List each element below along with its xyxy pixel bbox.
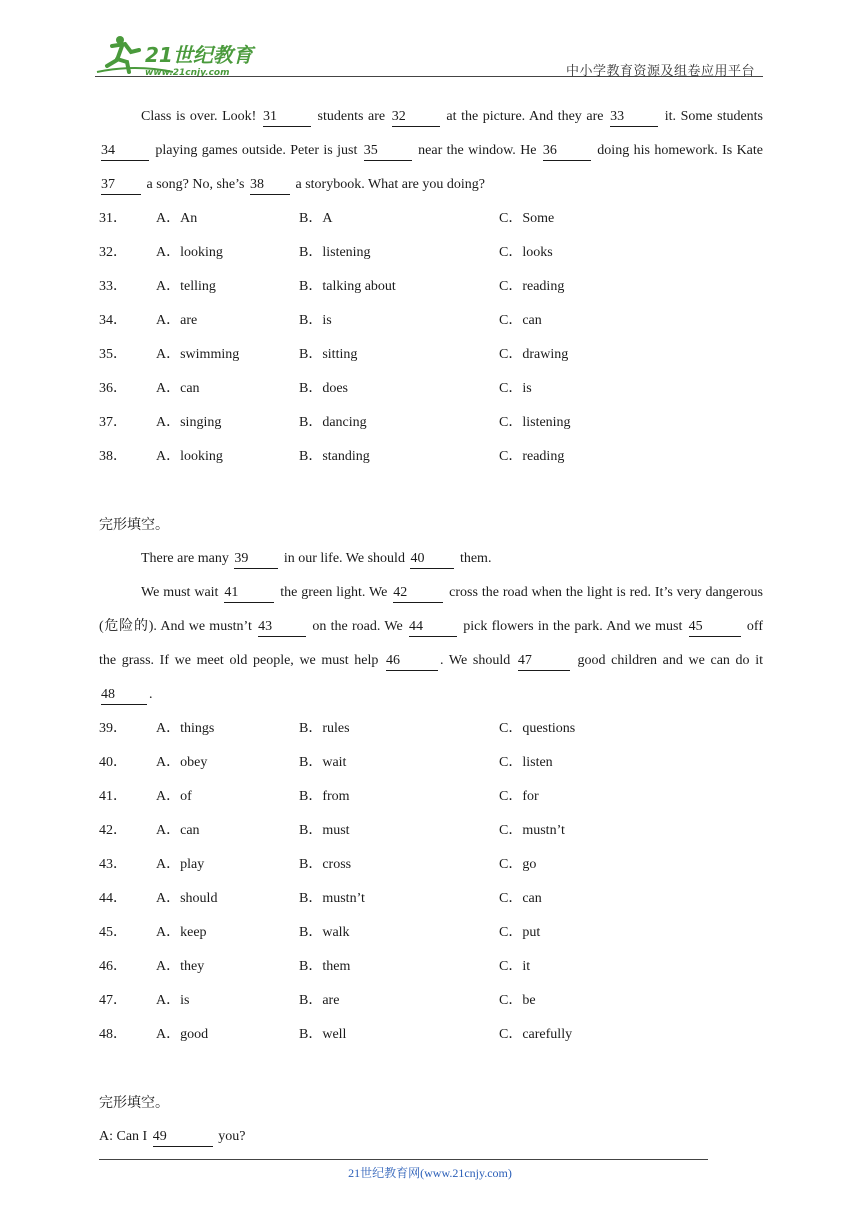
question-row xyxy=(99,746,763,780)
dialogue-3 xyxy=(99,1120,763,1154)
question-row xyxy=(99,916,763,950)
question-number: 46． xyxy=(99,959,127,974)
option-a[interactable]: A．singing xyxy=(156,415,222,430)
option-b[interactable]: B．rules xyxy=(299,721,350,736)
site-logo xyxy=(95,32,265,78)
question-row xyxy=(99,236,763,270)
option-b[interactable]: B．well xyxy=(299,1027,347,1042)
question-row xyxy=(99,338,763,372)
option-c[interactable]: C．go xyxy=(499,857,537,872)
question-number: 38． xyxy=(99,449,127,464)
page-footer: 21世纪教育网(www.21cnjy.com) xyxy=(348,1166,512,1180)
passage-1 xyxy=(99,100,763,202)
question-row xyxy=(99,406,763,440)
option-a[interactable]: A．looking xyxy=(156,245,223,260)
section-title: 完形填空。 xyxy=(99,1095,169,1111)
question-number: 43． xyxy=(99,857,127,872)
header-divider xyxy=(95,76,763,77)
passage-text: There are many xyxy=(141,551,233,566)
option-b[interactable]: B．sitting xyxy=(299,347,358,362)
question-row xyxy=(99,440,763,474)
blank-35: 35 xyxy=(364,142,412,161)
question-row xyxy=(99,984,763,1018)
question-number: 47． xyxy=(99,993,127,1008)
option-a[interactable]: A．can xyxy=(156,381,200,396)
question-list-1 xyxy=(99,202,763,474)
header-slogan: 中小学教育资源及组卷应用平台 xyxy=(565,64,755,79)
option-a[interactable]: A．are xyxy=(156,313,198,328)
passage-text: at the picture. And they are xyxy=(441,109,609,124)
passage-text: near the window. He xyxy=(413,143,541,158)
option-a[interactable]: A．looking xyxy=(156,449,223,464)
option-c[interactable]: C．be xyxy=(499,993,536,1008)
passage-text: a song? No, she’s xyxy=(143,177,248,192)
passage-text: . We should xyxy=(440,653,516,668)
option-a[interactable]: A．they xyxy=(156,959,205,974)
blank-40: 40 xyxy=(410,550,454,569)
blank-38: 38 xyxy=(250,176,290,195)
question-number: 42． xyxy=(99,823,127,838)
option-c[interactable]: C．it xyxy=(499,959,531,974)
blank-42: 42 xyxy=(393,584,443,603)
question-row xyxy=(99,950,763,984)
logo-url: www.21cnjy.com xyxy=(145,68,230,78)
passage-paragraph xyxy=(99,1120,763,1154)
option-a[interactable]: A．is xyxy=(156,993,190,1008)
question-row xyxy=(99,1018,763,1052)
passage-text: Class is over. Look! xyxy=(141,109,261,124)
question-number: 41． xyxy=(99,789,127,804)
option-b[interactable]: B．them xyxy=(299,959,351,974)
option-b[interactable]: B．standing xyxy=(299,449,370,464)
passage-text: in our life. We should xyxy=(280,551,409,566)
passage-text: good children and we can do it xyxy=(571,653,763,668)
spacer xyxy=(99,474,763,508)
question-number: 34． xyxy=(99,313,127,328)
passage-text: playing games outside. Peter is just xyxy=(151,143,362,158)
blank-41: 41 xyxy=(224,584,274,603)
page-header xyxy=(95,30,763,78)
footer-divider xyxy=(99,1159,708,1160)
question-row xyxy=(99,848,763,882)
option-b[interactable]: B．dancing xyxy=(299,415,367,430)
option-c[interactable]: C．reading xyxy=(499,449,565,464)
option-b[interactable]: B．talking about xyxy=(299,279,396,294)
question-number: 44． xyxy=(99,891,127,906)
passage-text: you? xyxy=(214,1129,246,1144)
passage-text: it. Some students xyxy=(660,109,764,124)
option-b[interactable]: B．walk xyxy=(299,925,350,940)
option-b[interactable]: B．A xyxy=(299,211,333,226)
option-c[interactable]: C．listen xyxy=(499,755,553,770)
question-row xyxy=(99,304,763,338)
question-number: 40． xyxy=(99,755,127,770)
blank-45: 45 xyxy=(689,618,741,637)
blank-33: 33 xyxy=(610,108,658,127)
blank-46: 46 xyxy=(386,652,438,671)
option-b[interactable]: B．mustn’t xyxy=(299,891,365,906)
option-b[interactable]: B．listening xyxy=(299,245,371,260)
question-row xyxy=(99,372,763,406)
passage-paragraph xyxy=(99,542,763,576)
option-b[interactable]: B．does xyxy=(299,381,348,396)
passage-paragraph xyxy=(99,576,763,712)
question-list-2 xyxy=(99,712,763,1052)
question-row xyxy=(99,814,763,848)
passage-text: a storybook. What are you doing? xyxy=(292,177,485,192)
blank-43: 43 xyxy=(258,618,306,637)
option-c[interactable]: C．carefully xyxy=(499,1027,573,1042)
option-b[interactable]: B．from xyxy=(299,789,350,804)
option-a[interactable]: A．things xyxy=(156,721,215,736)
option-c[interactable]: C．can xyxy=(499,313,542,328)
spacer xyxy=(99,1052,763,1086)
question-number: 48． xyxy=(99,1027,127,1042)
option-a[interactable]: A．keep xyxy=(156,925,207,940)
blank-32: 32 xyxy=(392,108,440,127)
option-a[interactable]: A．of xyxy=(156,789,192,804)
question-row xyxy=(99,202,763,236)
option-c[interactable]: C．mustn’t xyxy=(499,823,565,838)
option-b[interactable]: B．is xyxy=(299,313,332,328)
passage-text: We must wait xyxy=(141,585,223,600)
question-row xyxy=(99,882,763,916)
passage-paragraph xyxy=(99,100,763,202)
passage-text: pick flowers in the park. And we must xyxy=(458,619,687,634)
option-a[interactable]: A．can xyxy=(156,823,200,838)
option-c[interactable]: C．questions xyxy=(499,721,576,736)
option-c[interactable]: C．can xyxy=(499,891,542,906)
option-a[interactable]: A．obey xyxy=(156,755,208,770)
option-a[interactable]: A．play xyxy=(156,857,205,872)
passage-text: . xyxy=(149,687,153,702)
passage-text: doing his homework. Is Kate xyxy=(592,143,764,158)
question-number: 33． xyxy=(99,279,127,294)
passage-text: on the road. We xyxy=(308,619,407,634)
passage-text: students are xyxy=(312,109,390,124)
question-number: 32． xyxy=(99,245,127,260)
option-c[interactable]: C．listening xyxy=(499,415,571,430)
section-title: 完形填空。 xyxy=(99,517,169,533)
question-number: 39． xyxy=(99,721,127,736)
blank-34: 34 xyxy=(101,142,149,161)
question-number: 35． xyxy=(99,347,127,362)
option-a[interactable]: A．good xyxy=(156,1027,209,1042)
option-c[interactable]: C．reading xyxy=(499,279,565,294)
question-row xyxy=(99,780,763,814)
option-c[interactable]: C．looks xyxy=(499,245,553,260)
question-number: 36． xyxy=(99,381,127,396)
passage-text: cross the road when the light is red. It’s very dangerous (危险的). And we mustn’t xyxy=(99,585,763,634)
passage-text: off the grass. If we meet old people, we must help xyxy=(99,619,763,668)
option-a[interactable]: A．should xyxy=(156,891,218,906)
option-b[interactable]: B．are xyxy=(299,993,340,1008)
option-c[interactable]: C．for xyxy=(499,789,539,804)
question-number: 37． xyxy=(99,415,127,430)
option-a[interactable]: A．telling xyxy=(156,279,216,294)
passage-2 xyxy=(99,542,763,712)
blank-44: 44 xyxy=(409,618,457,637)
blank-31: 31 xyxy=(263,108,311,127)
blank-48: 48 xyxy=(101,686,147,705)
option-b[interactable]: B．cross xyxy=(299,857,352,872)
blank-36: 36 xyxy=(543,142,591,161)
question-row xyxy=(99,712,763,746)
blank-37: 37 xyxy=(101,176,141,195)
question-number: 45． xyxy=(99,925,127,940)
passage-text: them. xyxy=(456,551,492,566)
blank-39: 39 xyxy=(234,550,278,569)
option-a[interactable]: A．An xyxy=(156,211,198,226)
option-c[interactable]: C．put xyxy=(499,925,541,940)
worksheet-content xyxy=(99,100,763,1154)
blank-49: 49 xyxy=(153,1128,213,1147)
option-b[interactable]: B．wait xyxy=(299,755,347,770)
passage-text: the green light. We xyxy=(276,585,392,600)
option-c[interactable]: C．drawing xyxy=(499,347,569,362)
logo-text: 21世纪教育 xyxy=(145,43,253,67)
blank-47: 47 xyxy=(518,652,570,671)
option-c[interactable]: C．is xyxy=(499,381,532,396)
option-c[interactable]: C．Some xyxy=(499,211,555,226)
question-number: 31． xyxy=(99,211,127,226)
option-a[interactable]: A．swimming xyxy=(156,347,240,362)
option-b[interactable]: B．must xyxy=(299,823,350,838)
passage-text: A: Can I xyxy=(99,1129,151,1144)
question-row xyxy=(99,270,763,304)
